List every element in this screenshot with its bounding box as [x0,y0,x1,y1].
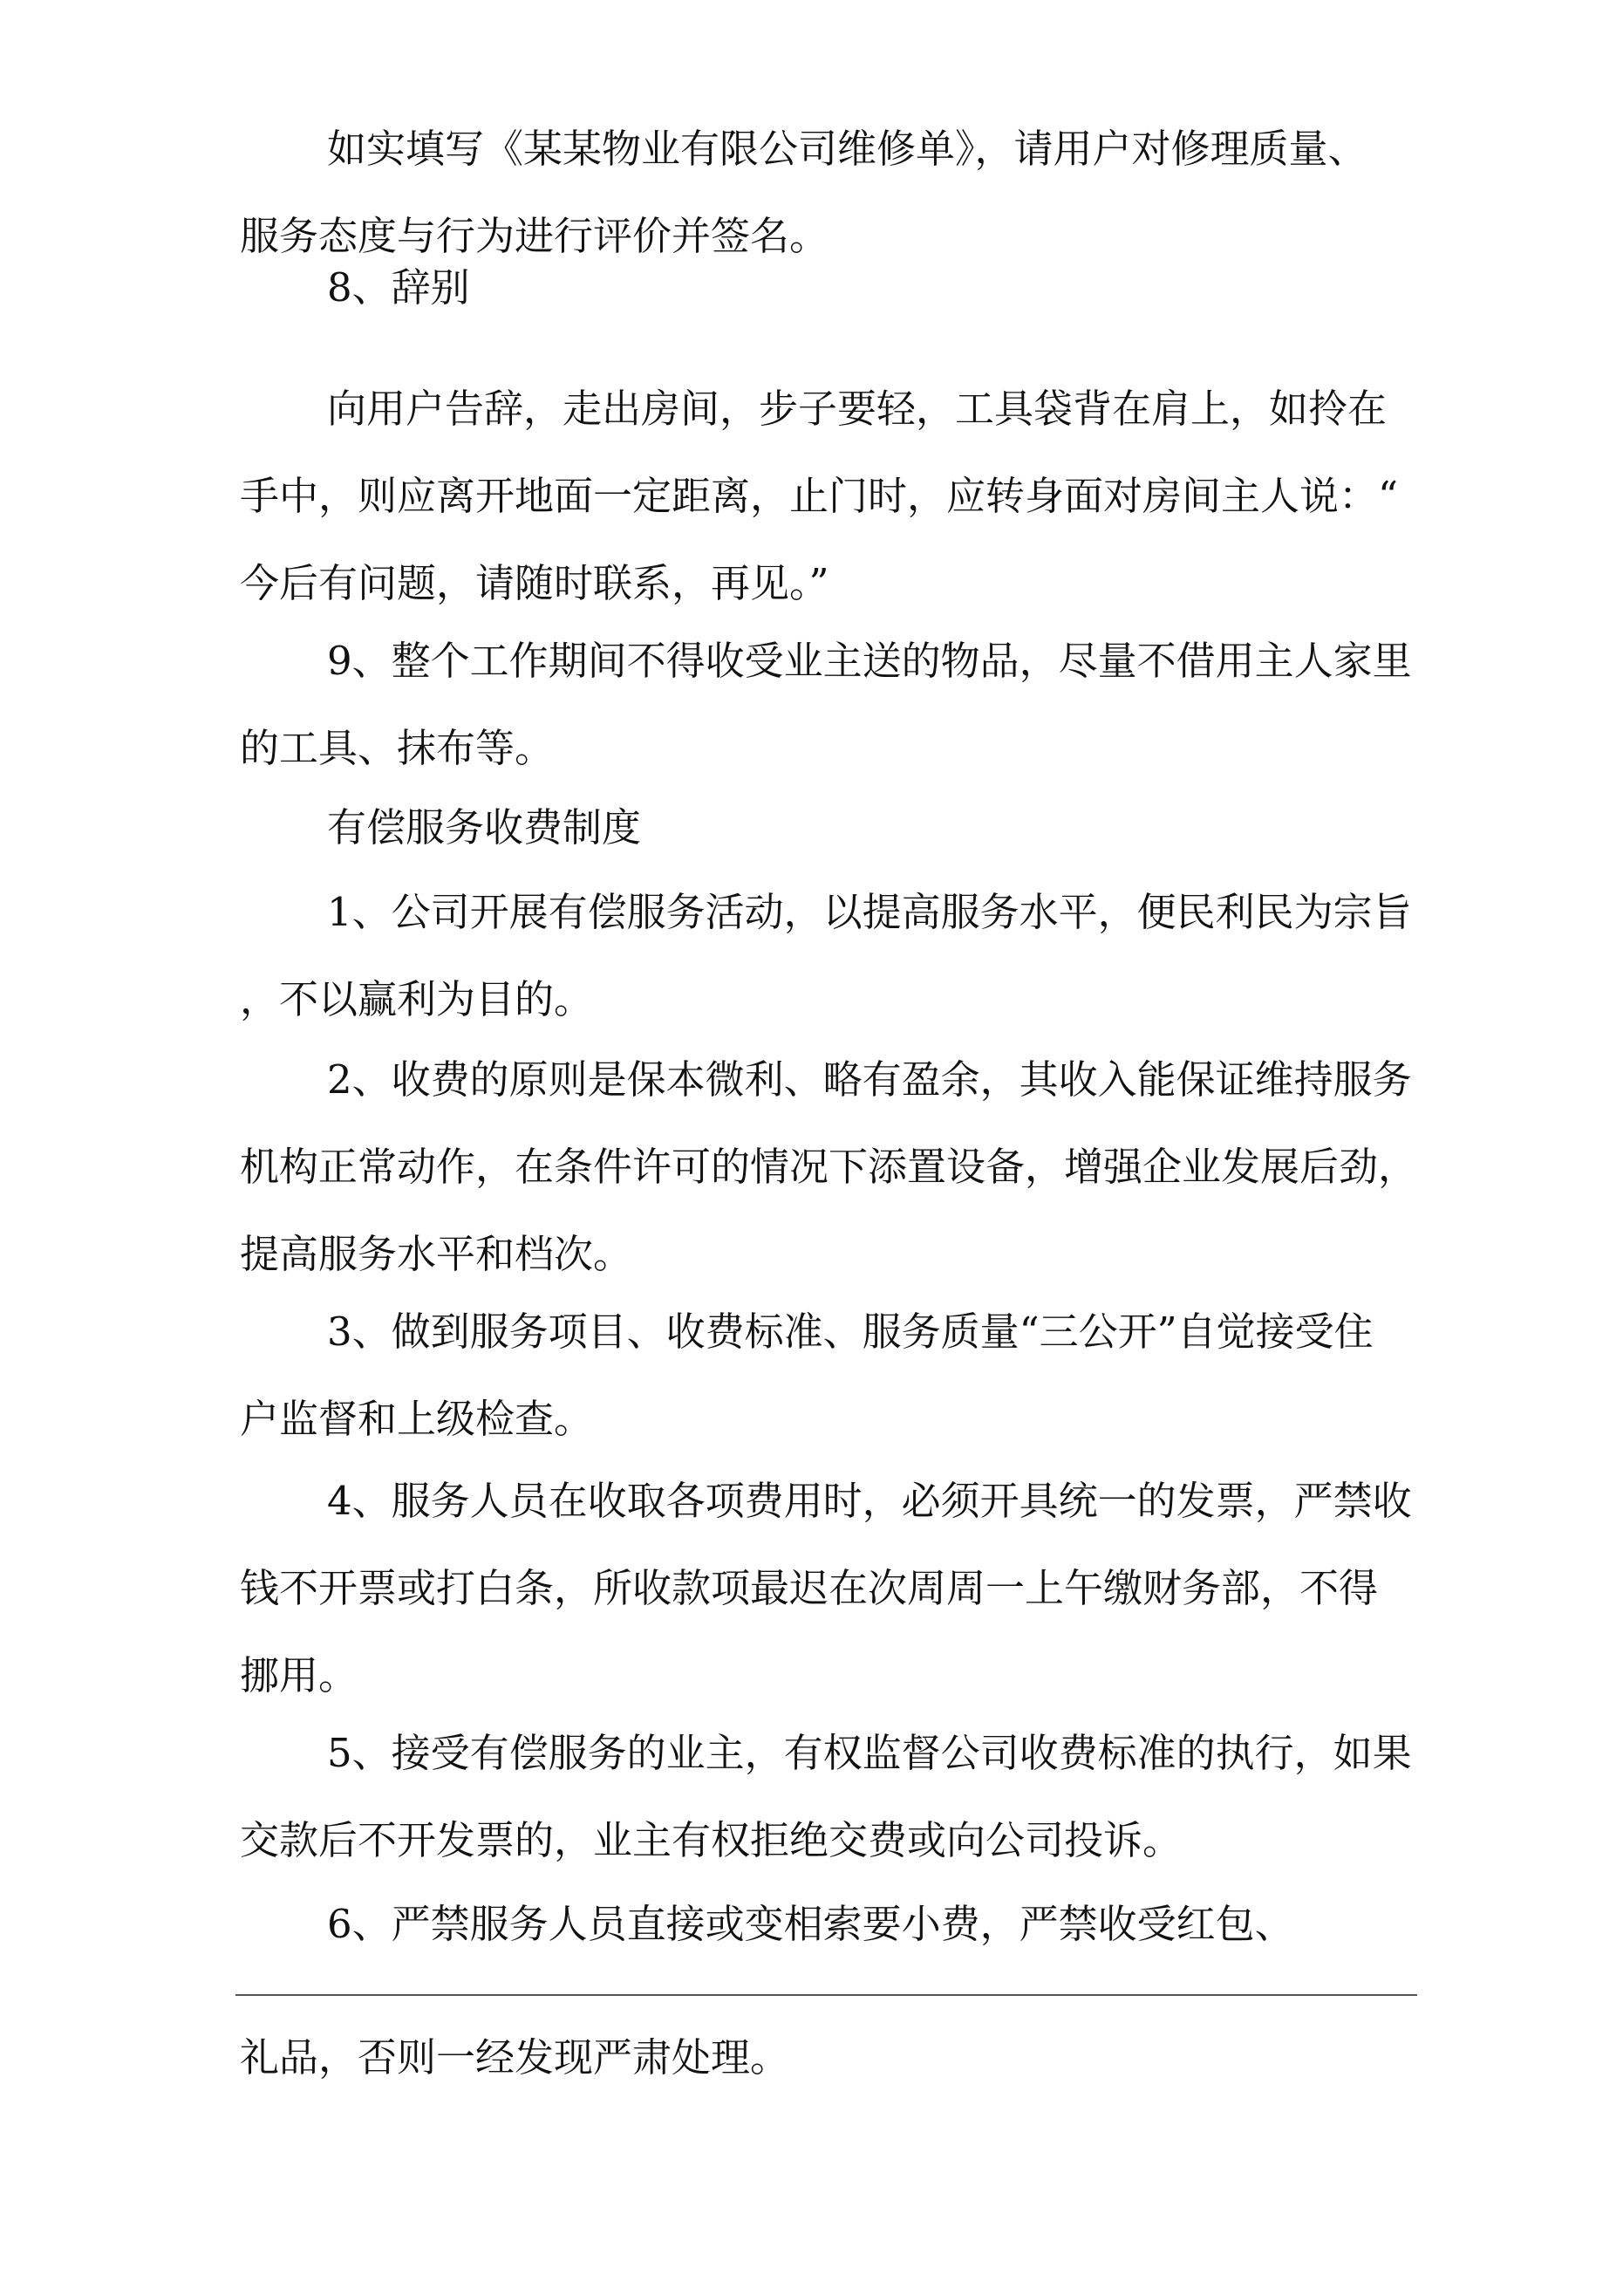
heading-farewell [240,244,1435,331]
text-line: ，不以赢利为目的。 [240,976,594,1022]
text-line: 向用户告辞，走出房间，步子要轻，工具袋背在肩上，如拎在 [327,386,1388,432]
text-line: 的工具、抹布等。 [240,725,555,771]
paragraph-fee-rule-3 [240,1288,1435,1463]
text-line: 4、服务人员在收取各项费用时，必须开具统一的发票，严禁收 [327,1478,1412,1524]
paragraph-farewell [240,366,1435,627]
paragraph-fee-rule-1 [240,869,1435,1043]
page-divider [235,1994,1417,1996]
text-line: 5、接受有偿服务的业主，有权监督公司收费标准的执行，如果 [327,1730,1412,1776]
text-line: 今后有问题，请随时联系，再见。” [240,560,829,606]
paragraph-fee-rule-2 [240,1036,1435,1298]
paragraph-fee-rule-5 [240,1710,1435,1884]
text-line: 礼品，否则一经发现严肃处理。 [240,2034,790,2081]
section-title-paid-service [240,784,1435,871]
text-line: 手中，则应离开地面一定距离，止门时，应转身面对房间主人说：“ [240,473,1399,519]
text-line: 9、整个工作期间不得收受业主送的物品，尽量不借用主人家里 [327,638,1412,684]
text-line: 提高服务水平和档次。 [240,1231,633,1277]
text-line: 挪用。 [240,1652,358,1698]
text-line: 交款后不开发票的，业主有权拒绝交费或向公司投诉。 [240,1817,1183,1863]
text-line: 6、严禁服务人员直接或变相索要小费，严禁收受红包、 [327,1901,1294,1947]
text-line: 3、做到服务项目、收费标准、服务质量“三公开”自觉接受住 [327,1309,1374,1355]
text-line: 服务态度与行为进行评价并签名。 [240,213,829,259]
text-line: 1、公司开展有偿服务活动，以提高服务水平，便民利民为宗旨 [327,889,1412,935]
text-line: 钱不开票或打白条，所收款项最迟在次周周一上午缴财务部，不得 [240,1565,1379,1611]
text-line: 户监督和上级检查。 [240,1396,594,1442]
paragraph-fee-rule-6 [240,1881,1435,1968]
text-line: 机构正常动作，在条件许可的情况下添置设备，增强企业发展后劲， [240,1144,1418,1190]
paragraph-continuation [240,2014,1435,2101]
text-line: 8、辞别 [327,264,470,311]
text-line: 2、收费的原则是保本微利、略有盈余，其收入能保证维持服务 [327,1056,1412,1103]
paragraph-fee-rule-4 [240,1458,1435,1719]
text-line: 如实填写《某某物业有限公司维修单》，请用户对修理质量、 [327,126,1367,172]
text-line: 有偿服务收费制度 [327,804,642,851]
paragraph-rule-9 [240,618,1435,792]
